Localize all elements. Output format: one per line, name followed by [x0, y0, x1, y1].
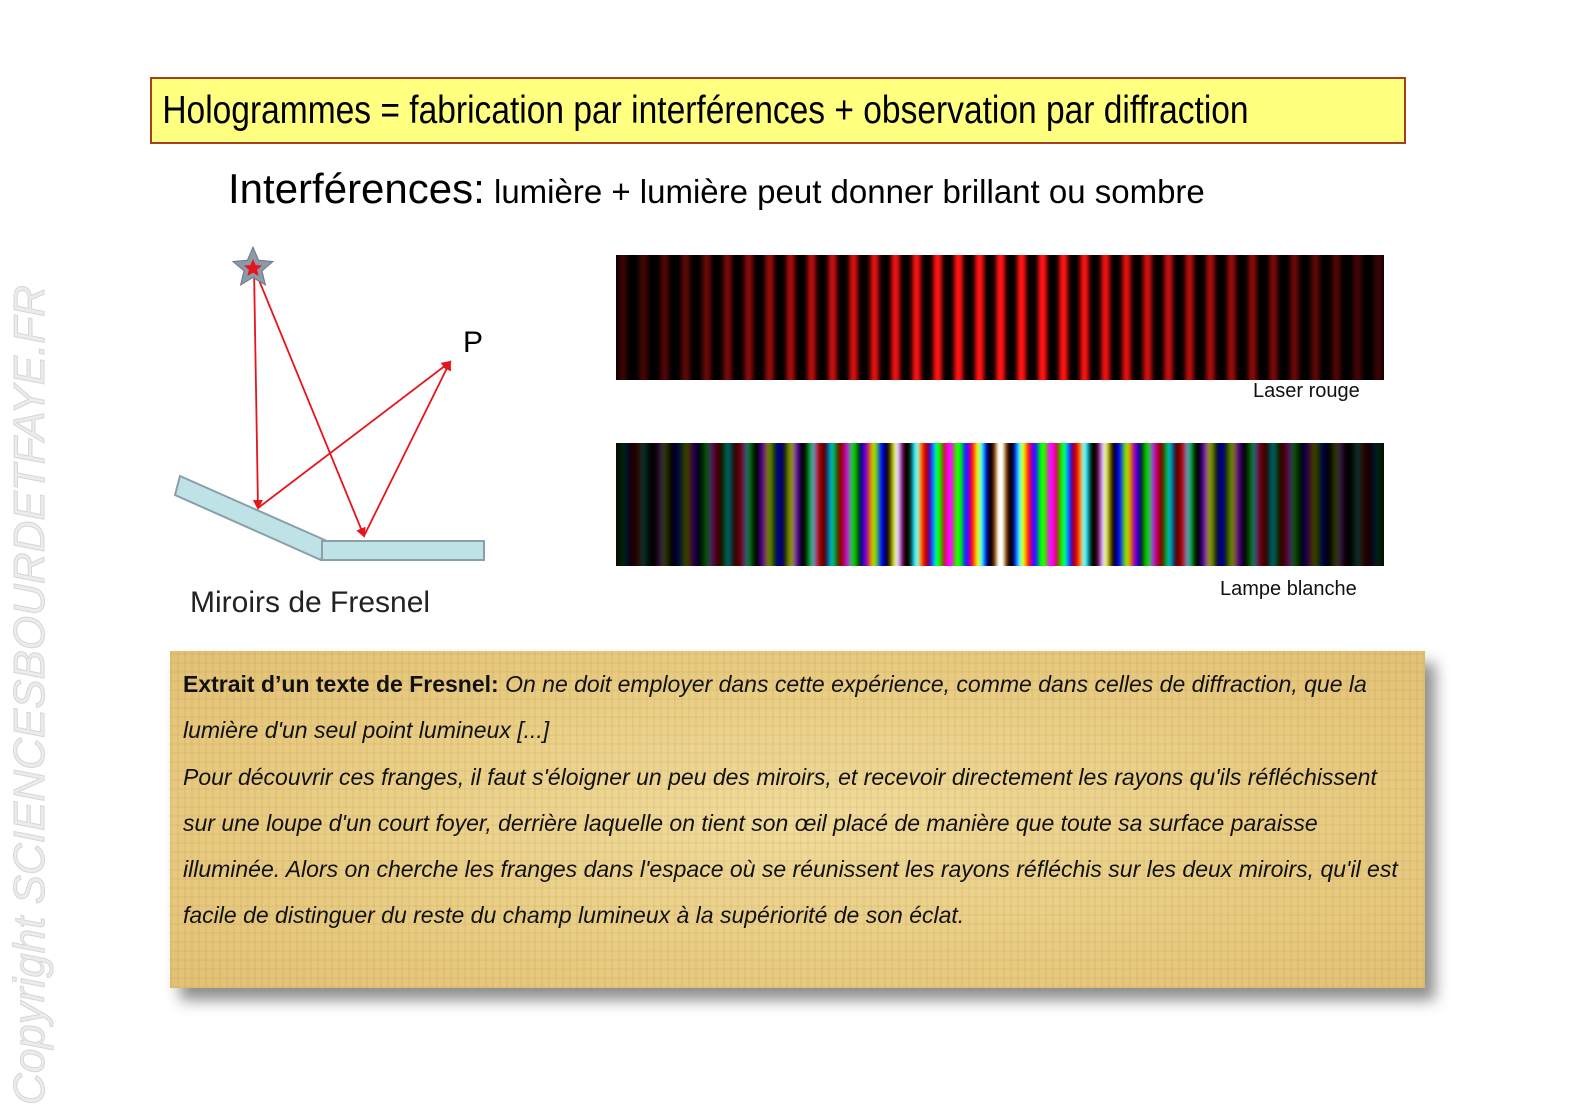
subtitle-lead: Interférences: [228, 165, 474, 212]
fresnel-mirrors-diagram: [170, 240, 500, 580]
copyright-watermark: [5, 285, 55, 1105]
page-title: Hologrammes = fabrication par interférences + observation par diffraction: [162, 88, 1249, 132]
title-box: [150, 77, 1406, 144]
subtitle-colon: :: [473, 165, 485, 212]
watermark-text: Copyright SCIENCESBOURDETFAYE.FR: [5, 285, 54, 1105]
red-laser-caption: Laser rouge: [1253, 380, 1360, 402]
right-mirror: [322, 541, 484, 560]
white-lamp-fringes: [616, 443, 1384, 566]
subtitle-rest: lumière + lumière peut donner brillant ou sombre: [484, 173, 1205, 210]
fresnel-excerpt-box: [170, 651, 1425, 988]
subtitle: [228, 165, 1205, 213]
ray-source-to-left-mirror: [254, 268, 258, 508]
excerpt-label: Extrait d’un texte de Fresnel:: [183, 671, 506, 697]
fresnel-diagram-svg: [170, 240, 500, 580]
fresnel-mirrors-caption: Miroirs de Fresnel: [190, 586, 431, 619]
ray-left-mirror-to-p: [258, 362, 450, 508]
left-mirror: [175, 476, 327, 560]
excerpt-second-paragraph: Pour découvrir ces franges, il faut s'éloigner un peu des miroirs, et recevoir directement les rayons qu'ils réfléchissent sur une loupe d'un court foyer, derrière laquelle on tient son œil placé de manière que toute sa surface paraisse illuminée. Alors on cherche les franges dans l'espace où se réunissent les rayons réfléchis sur les deux miroirs, qu'il est facile de distinguer du reste du champ lumineux à la supériorité de son éclat.: [183, 763, 1398, 929]
white-lamp-caption: Lampe blanche: [1220, 578, 1357, 600]
ray-right-mirror-to-p: [364, 362, 450, 536]
ray-source-to-right-mirror: [254, 268, 364, 536]
excerpt-first-paragraph: On ne doit employer dans cette expérience, comme dans celles de diffraction, que la lumière d'un seul point lumineux [...]: [183, 671, 1367, 744]
red-laser-fringes: [616, 255, 1384, 380]
point-p-label: P: [463, 326, 484, 359]
